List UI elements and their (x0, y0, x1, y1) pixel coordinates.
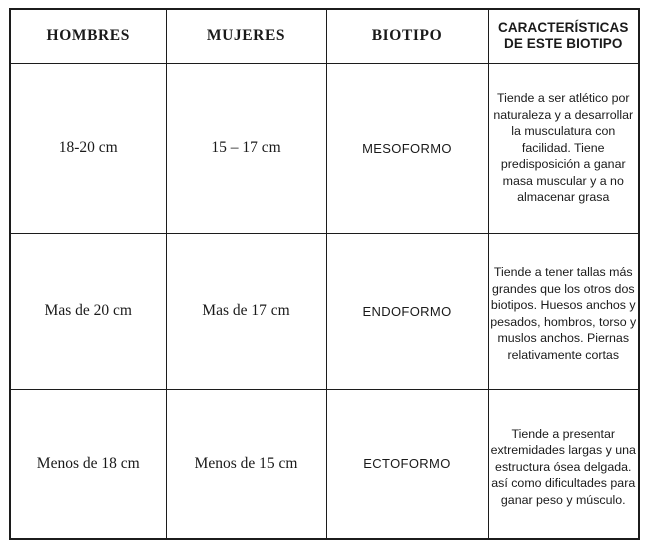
biotype-table-container (9, 8, 638, 538)
cell-hombres-mesoformo: 18-20 cm (10, 63, 166, 233)
cell-hombres-endoformo: Mas de 20 cm (10, 233, 166, 389)
column-header-hombres: HOMBRES (10, 9, 166, 63)
cell-mujeres-ectoformo: Menos de 15 cm (166, 389, 326, 539)
cell-caracteristicas-mesoformo: Tiende a ser atlético por naturaleza y a desarrollar la musculatura con facilidad. Tiene predisposición a ganar masa muscular y a no almacenar grasa (488, 63, 639, 233)
column-header-caracteristicas-line-1: CARACTERÍSTICAS (497, 20, 629, 36)
cell-biotipo-endoformo: ENDOFORMO (326, 233, 488, 389)
table-row (10, 389, 639, 539)
column-header-mujeres: MUJERES (166, 9, 326, 63)
cell-caracteristicas-ectoformo: Tiende a presentar extremidades largas y una estructura ósea delgada. así como dificultades para ganar peso y músculo. (488, 389, 639, 539)
column-header-caracteristicas-line-2: DE ESTE BIOTIPO (503, 36, 623, 52)
cell-biotipo-mesoformo: MESOFORMO (326, 63, 488, 233)
table-row (10, 63, 639, 233)
table-row (10, 233, 639, 389)
cell-hombres-ectoformo: Menos de 18 cm (10, 389, 166, 539)
column-header-caracteristicas (488, 9, 639, 63)
column-header-biotipo: BIOTIPO (326, 9, 488, 63)
cell-biotipo-ectoformo: ECTOFORMO (326, 389, 488, 539)
table-header-row (10, 9, 639, 63)
cell-caracteristicas-endoformo: Tiende a tener tallas más grandes que los otros dos biotipos. Huesos anchos y pesados, hombros, torso y muslos anchos. Piernas relativamente cortas (488, 233, 639, 389)
cell-mujeres-endoformo: Mas de 17 cm (166, 233, 326, 389)
cell-mujeres-mesoformo: 15 – 17 cm (166, 63, 326, 233)
biotype-table (9, 8, 640, 540)
